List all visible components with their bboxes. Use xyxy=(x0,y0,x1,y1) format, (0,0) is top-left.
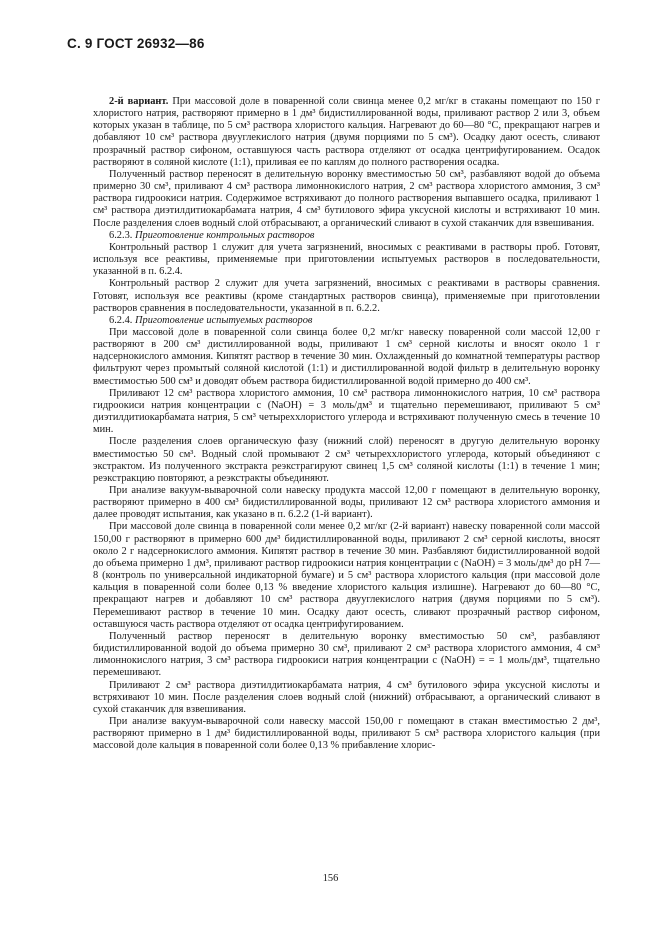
section-heading-6-2-4 xyxy=(93,315,600,327)
paragraph-text: При массовой доле в поваренной соли свинца менее 0,2 мг/кг в стаканы помещают по 150 г хлористого натрия, растворяют примерно в 1 дм³ бидистиллированной воды, приливают раствор 2 или 3, объем которых указан в таблице, по 5 см³ раствора хлористого кальция. Нагревают до 60—80 °С, прекращают нагрев и добавляют 10 см³ раствора двууглекислого натрия (двумя порциями по 5 см³). Осадку дают осесть, сливают прозрачный раствор сифоном, оставшуюся часть раствора отделяют от осадка центрифугированием. Осадок растворяют в соляной кислоте (1:1), приливая ее по каплям до полного растворения осадка. xyxy=(93,96,600,168)
section-title: Приготовление контрольных растворов xyxy=(135,229,315,241)
section-heading-6-2-3 xyxy=(93,230,600,242)
page-header: С. 9 ГОСТ 26932—86 xyxy=(67,36,205,51)
paragraph: Контрольный раствор 2 служит для учета загрязнений, вносимых с реактивами в растворы сравнения. Готовят, используя все реактивы (кроме стандартных растворов свинца), применяемые при приготовлении растворов сравнения в последовательности, указанной в п. 6.2.2. xyxy=(93,278,600,314)
section-number: 6.2.3. xyxy=(109,229,133,241)
section-number: 6.2.4. xyxy=(109,314,133,326)
paragraph: При анализе вакуум-выварочной соли навеску массой 150,00 г помещают в стакан вместимостью 2 дм³, растворяют примерно в 1 дм³ бидистиллированной воды, приливают 5 см³ раствора хлористого кальция (при массовой доле кальция в поваренной соли более 0,13 % прибавление хлорис- xyxy=(93,715,600,752)
paragraph: Полученный раствор переносят в делительную воронку вместимостью 50 см³, разбавляют водой до объема примерно 30 см³, приливают 4 см³ раствора лимоннокислого натрия, 2 см³ раствора хлористого аммония, 3 см³ раствора гидроокиси натрия. Содержимое встряхивают до полного растворения выпавшего осадка, приливают 1 см³ раствора диэтилдитиокарбамата натрия, 4 см³ бутилового эфира уксусной кислоты и встряхивают 10 мин. После разделения слоев водный слой отбрасывают, а органический сливают в сухой стаканчик для взвешивания. xyxy=(93,168,600,229)
document-body xyxy=(93,96,600,752)
paragraph: При анализе вакуум-выварочной соли навеску продукта массой 12,00 г помещают в делительную воронку, растворяют примерно в 400 см³ бидистиллированной воды, приливают 12 см³ раствора хлористого аммония и далее проводят испытания, как указано в п. 6.2.2 (1-й вариант). xyxy=(93,485,600,521)
paragraph-variant-2 xyxy=(93,96,600,169)
paragraph: При массовой доле в поваренной соли свинца более 0,2 мг/кг навеску поваренной соли массой 12,00 г растворяют в 200 см³ дистиллированной воды, приливают 1 см³ серной кислоты и вносят около 1 г надсернокислого аммония. Кипятят раствор в течение 30 мин. Охлажденный до комнатной температуры раствор фильтруют через промытый соляной кислотой (1:1) и дистиллированной водой фильтр в делительную воронку вместимостью 500 см³ и доводят объем раствора бидистиллированной водой примерно до 400 см³. xyxy=(93,326,600,387)
paragraph: Полученный раствор переносят в делительную воронку вместимостью 50 см³, разбавляют бидистиллированной водой до объема примерно 30 см³, приливают 2 см³ раствора хлористого аммония, 4 см³ лимоннокислого натрия, 3 см³ раствора гидроокиси натрия концентрации c (NaOH) = = 1 моль/дм³, тщательно перемешивают. xyxy=(93,630,600,679)
paragraph: Контрольный раствор 1 служит для учета загрязнений, вносимых с реактивами в растворы проб. Готовят, используя все реактивы, применяемые при приготовлении испытуемых растворов в последовательности, указанной в п. 6.2.4. xyxy=(93,241,600,278)
page-number: 156 xyxy=(322,873,339,884)
paragraph: После разделения слоев органическую фазу (нижний слой) переносят в другую делительную воронку вместимостью 50 см³. Водный слой промывают 2 см³ четыреххлористого углерода, который объединяют с экстрактом. Из полученного экстракта реэкстрагируют свинец 1,5 см³ соляной кислоты (1:1) в течение 1 мин; реэкстракцию повторяют, а реэкстракты объединяют. xyxy=(93,436,600,484)
variant-heading: 2-й вариант. xyxy=(109,96,169,107)
paragraph: Приливают 2 см³ раствора диэтилдитиокарбамата натрия, 4 см³ бутилового эфира уксусной кислоты и встряхивают 10 мин. После разделения слоев водный слой (нижний) отбрасывают, а органический сливают в сухой стаканчик для взвешивания. xyxy=(93,679,600,715)
paragraph: Приливают 12 см³ раствора хлористого аммония, 10 см³ раствора лимоннокислого натрия, 10 см³ раствора гидроокиси натрия концентрации c (NaOH) = 3 моль/дм³ и тщательно перемешивают, приливают 5 см³ диэтилдитиокарбамата натрия, 5 см³ четыреххлористого углерода и встряхивают полученную смесь в течение 10 мин. xyxy=(93,387,600,436)
section-title: Приготовление испытуемых растворов xyxy=(135,314,313,326)
paragraph: При массовой доле свинца в поваренной соли менее 0,2 мг/кг (2-й вариант) навеску поваренной соли массой 150,00 г растворяют в примерно 600 дм³ бидистиллированной воды, приливают 2 см³ серной кислоты, вносят около 2 г надсернокислого аммония. Кипятят раствор в течение 30 мин. Разбавляют бидистиллированной водой до объема примерно 1 дм³, приливают раствор гидроокиси натрия концентрации c (NaOH) = 3 моль/дм³ до pH 7—8 (контроль по универсальной индикаторной бумаге) и 5 см³ раствора хлористого кальция (при массовой доле кальция в поваренной соли более 0,13 % введение хлористого кальция излишне). Нагревают до 60—80 °С, прекращают нагрев и добавляют 10 см³ раствора двууглекислого натрия (двумя порциями по 5 см³). Перемешивают раствор в течение 10 мин. Осадку дают осесть, сливают прозрачный раствор сифоном, оставшуюся часть раствора отделяют от осадка центрифугированием. xyxy=(93,521,600,630)
